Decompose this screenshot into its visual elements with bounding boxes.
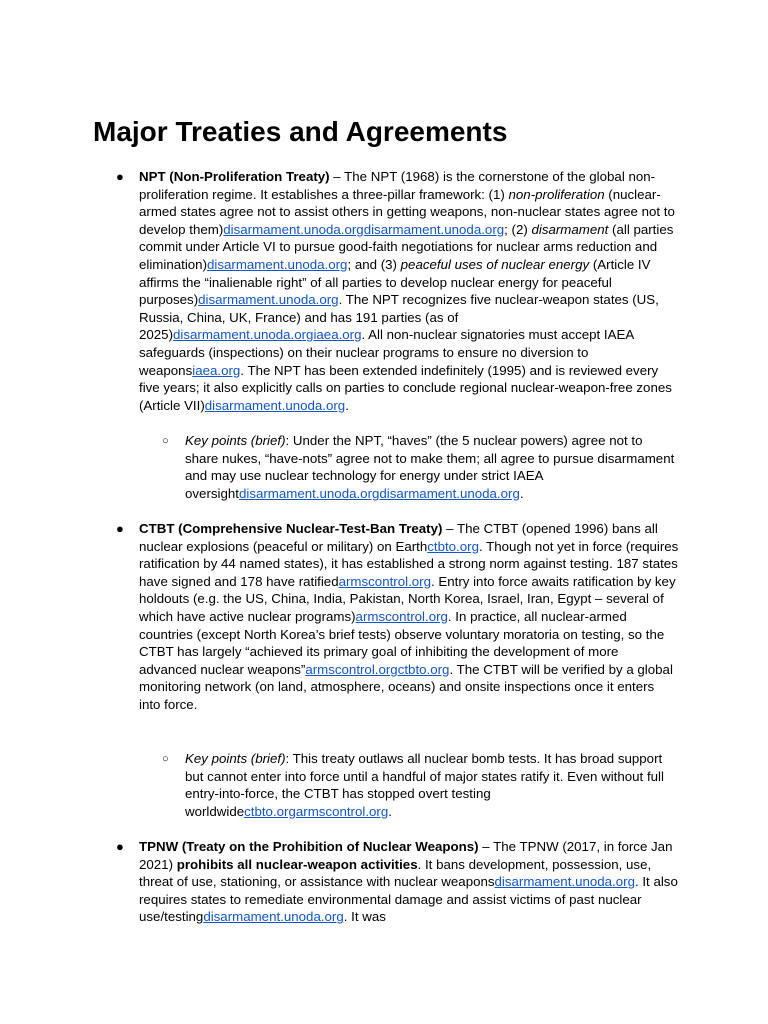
source-link[interactable]: ctbto.org: [244, 803, 296, 819]
tpnw-paragraph: TPNW (Treaty on the Prohibition of Nuclear Weapons) – The TPNW (2017, in force Jan 2021) prohibits all nuclear-weapon activities. It bans development, possession, use, threat of use, stationing, or assistance with nuclear weaponsdisarmament.unoda.org. It also requires states to remediate environmental damage and assist victims of past nuclear use/testingdisarmament.unoda.org. It was: [139, 839, 678, 925]
npt-key-points: Key points (brief): Under the NPT, “haves” (the 5 nuclear powers) agree not to share nukes, “have-nots” agree not to make them; all agree to pursue disarmament and may use nuclear technology for energy under strict IAEA oversightdisarmament.unoda.orgdisarmament.unoda.org.: [185, 433, 675, 501]
bullet-icon: ●: [116, 169, 124, 184]
source-link[interactable]: disarmament.unoda.org: [198, 292, 339, 308]
ctbt-heading: CTBT (Comprehensive Nuclear-Test-Ban Treaty): [139, 521, 443, 536]
key-points-label: Key points (brief): [185, 751, 286, 766]
ctbt-key-points: Key points (brief): This treaty outlaws all nuclear bomb tests. It has broad support but cannot enter into force until a handful of major states ratify it. Even without full entry-into-force, the CTBT has stopped overt testing worldwidectbto.orgarmscontrol.org.: [185, 751, 664, 819]
source-link[interactable]: disarmament.unoda.org: [207, 256, 348, 272]
source-link[interactable]: disarmament.unoda.org: [379, 485, 520, 501]
sub-bullet-icon: ○: [162, 435, 169, 447]
bullet-icon: ●: [116, 839, 124, 854]
page-title: Major Treaties and Agreements: [93, 116, 508, 147]
key-points-label: Key points (brief): [185, 433, 286, 448]
sub-bullet-icon: ○: [162, 753, 169, 765]
bullet-icon: ●: [116, 521, 124, 536]
npt-heading: NPT (Non-Proliferation Treaty): [139, 169, 330, 184]
source-link[interactable]: iaea.org: [313, 327, 362, 343]
source-link[interactable]: ctbto.org: [397, 661, 450, 677]
source-link[interactable]: disarmament.unoda.org: [223, 221, 364, 237]
source-link[interactable]: disarmament.unoda.org: [238, 485, 380, 501]
npt-paragraph: NPT (Non-Proliferation Treaty) – The NPT (1968) is the cornerstone of the global non-proliferation regime. It establishes a three-pillar framework: (1) non-proliferation (nuclear-armed states agree not to assist others in getting weapons, non-nuclear states agree not to develop them)disarmament.unoda.orgdisarmament.unoda.org; (2) disarmament (all parties commit under Article VI to pursue good-faith negotiations for nuclear arms reduction and elimination)disarmament.unoda.org; and (3) peaceful uses of nuclear energy (Article IV affirms the “inalienable right” of all parties to develop nuclear energy for peaceful purposes)disarmament.unoda.org. The NPT recognizes five nuclear-weapon states (US, Russia, China, UK, France) and has 191 parties (as of 2025)disarmament.unoda.orgiaea.org. All non-nuclear signatories must accept IAEA safeguards (inspections) on their nuclear programs to ensure no diversion to weaponsiaea.org. The NPT has been extended indefinitely (1995) and is reviewed every five years; it also explicitly calls on parties to conclude regional nuclear-weapon-free zones (Article VII)disarmament.unoda.org.: [139, 169, 675, 413]
source-link[interactable]: iaea.org: [192, 362, 241, 378]
tpnw-heading: TPNW (Treaty on the Prohibition of Nuclear Weapons): [139, 839, 479, 854]
source-link[interactable]: disarmament.unoda.org: [203, 909, 344, 925]
source-link[interactable]: disarmament.unoda.org: [494, 874, 635, 890]
source-link[interactable]: armscontrol.org: [305, 661, 398, 677]
source-link[interactable]: disarmament.unoda.org: [363, 221, 505, 237]
source-link[interactable]: armscontrol.org: [295, 803, 389, 819]
source-link[interactable]: armscontrol.org: [355, 608, 448, 624]
source-link[interactable]: disarmament.unoda.org: [173, 327, 314, 343]
source-link[interactable]: ctbto.org: [427, 538, 479, 554]
source-link[interactable]: armscontrol.org: [338, 573, 431, 589]
source-link[interactable]: disarmament.unoda.org: [204, 397, 346, 413]
ctbt-paragraph: CTBT (Comprehensive Nuclear-Test-Ban Treaty) – The CTBT (opened 1996) bans all nuclear explosions (peaceful or military) on Earthctbto.org. Though not yet in force (requires ratification by 44 named states), it has established a strong norm against testing. 187 states have signed and 178 have ratifiedarmscontrol.org. Entry into force awaits ratification by key holdouts (e.g. the US, China, India, Pakistan, North Korea, Israel, Iran, Egypt – several of which have active nuclear programs)armscontrol.org. In practice, all nuclear-armed countries (except North Korea’s brief tests) observe voluntary moratoria on testing, so the CTBT has largely “achieved its primary goal of inhibiting the development of more advanced nuclear weapons”armscontrol.orgctbto.org. The CTBT will be verified by a global monitoring network (on land, atmosphere, oceans) and onsite inspections once it enters into force.: [139, 521, 679, 712]
